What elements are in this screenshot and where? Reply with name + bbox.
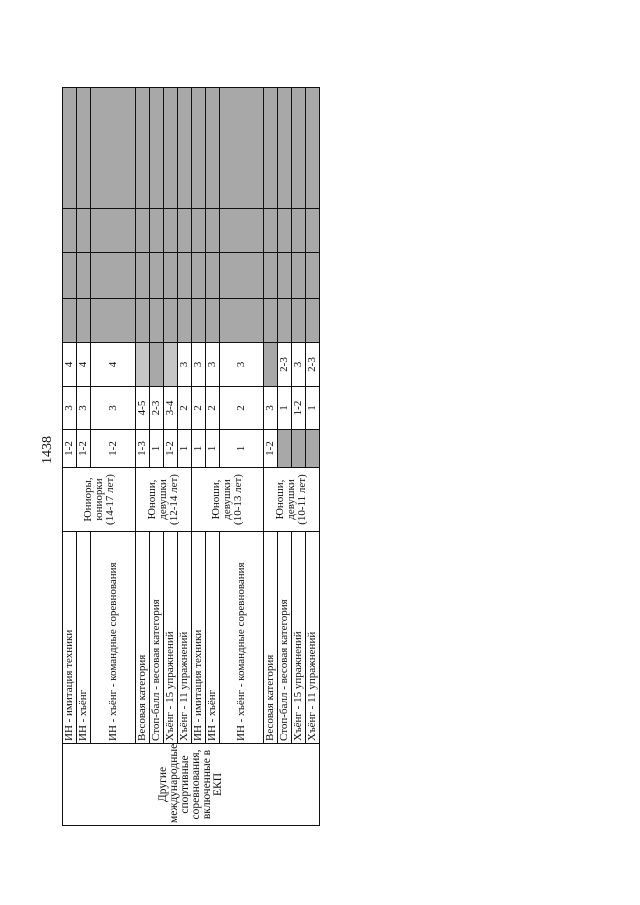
value-cell: 4	[91, 343, 136, 387]
age-line: девушки	[221, 479, 233, 520]
value-cell	[150, 299, 164, 343]
value-cell	[264, 299, 278, 343]
table-row	[77, 88, 91, 826]
value-cell	[91, 209, 136, 253]
value-cell: 3	[77, 387, 91, 430]
value-cell	[206, 253, 220, 299]
discipline-cell: Весовая категория	[136, 532, 150, 744]
value-cell	[220, 209, 264, 253]
table-row	[164, 88, 178, 826]
age-line: (12-14 лет)	[168, 474, 180, 525]
value-cell: 3	[63, 387, 77, 430]
age-group-cell	[136, 468, 192, 532]
value-cell	[220, 299, 264, 343]
value-cell	[91, 88, 136, 209]
value-cell	[178, 88, 192, 209]
value-cell: 2-3	[278, 343, 292, 387]
value-cell: 1-2	[77, 430, 91, 468]
value-cell: 3	[91, 387, 136, 430]
age-line: Юноши,	[210, 479, 222, 520]
discipline-cell: ИН - хъёнг	[206, 532, 220, 744]
value-cell	[136, 209, 150, 253]
age-group-cell	[192, 468, 264, 532]
age-group-cell	[63, 468, 136, 532]
value-cell	[91, 299, 136, 343]
table-row	[278, 88, 292, 826]
age-line: (10-13 лет)	[232, 474, 244, 525]
table-row	[292, 88, 306, 826]
value-cell	[278, 299, 292, 343]
value-cell	[150, 253, 164, 299]
value-cell: 2-3	[150, 387, 164, 430]
value-cell	[206, 299, 220, 343]
value-cell	[264, 88, 278, 209]
discipline-cell: Хъёнг - 11 упражнений	[178, 532, 192, 744]
table-row	[150, 88, 164, 826]
category-line: соревнования,	[190, 749, 202, 820]
table-row	[206, 88, 220, 826]
value-cell	[150, 209, 164, 253]
discipline-cell: ИН - имитация техники	[192, 532, 206, 744]
value-cell	[77, 88, 91, 209]
value-cell: 2	[206, 387, 220, 430]
value-cell	[220, 88, 264, 209]
value-cell: 1	[192, 430, 206, 468]
value-cell	[192, 88, 206, 209]
value-cell	[192, 253, 206, 299]
discipline-cell: Хъёнг - 15 упражнений	[292, 532, 306, 744]
value-cell: 4-5	[136, 387, 150, 430]
value-cell	[306, 209, 320, 253]
value-cell	[63, 299, 77, 343]
age-line: девушки	[285, 479, 297, 520]
value-cell: 1	[306, 387, 320, 430]
category-line: Другие	[157, 766, 169, 803]
value-cell	[63, 209, 77, 253]
age-line: юниорки	[92, 478, 105, 521]
value-cell: 1-2	[63, 430, 77, 468]
value-cell: 2-3	[306, 343, 320, 387]
value-cell	[164, 88, 178, 209]
value-cell: 1	[150, 430, 164, 468]
value-cell	[306, 253, 320, 299]
value-cell	[278, 253, 292, 299]
category-line: включенные в ЕКП	[201, 749, 224, 820]
value-cell	[77, 209, 91, 253]
value-cell	[164, 253, 178, 299]
value-cell	[278, 209, 292, 253]
value-cell	[206, 88, 220, 209]
value-cell	[136, 343, 150, 387]
value-cell: 1-2	[264, 430, 278, 468]
value-cell	[292, 253, 306, 299]
value-cell	[292, 209, 306, 253]
category-line: спортивные	[179, 755, 191, 814]
age-line: девушки	[157, 479, 169, 520]
value-cell: 3	[292, 343, 306, 387]
value-cell	[292, 430, 306, 468]
value-cell	[264, 343, 278, 387]
value-cell: 1	[278, 387, 292, 430]
table-row	[91, 88, 136, 826]
table-row	[192, 88, 206, 826]
value-cell	[164, 299, 178, 343]
value-cell: 1-2	[292, 387, 306, 430]
value-cell	[164, 343, 178, 387]
value-cell: 3-4	[164, 387, 178, 430]
discipline-cell: ИН - хъёнг - командные соревнования	[91, 532, 136, 744]
value-cell: 2	[220, 387, 264, 430]
value-cell	[192, 299, 206, 343]
table-row	[63, 88, 77, 826]
discipline-cell: Весовая категория	[264, 532, 278, 744]
value-cell	[136, 253, 150, 299]
table-row	[264, 88, 278, 826]
value-cell	[136, 88, 150, 209]
age-line: Юноши,	[274, 479, 286, 520]
table-row	[178, 88, 192, 826]
value-cell	[278, 88, 292, 209]
value-cell: 1-2	[91, 430, 136, 468]
value-cell	[292, 88, 306, 209]
value-cell	[150, 343, 164, 387]
value-cell	[206, 209, 220, 253]
value-cell: 3	[220, 343, 264, 387]
table-row	[220, 88, 264, 826]
value-cell	[164, 209, 178, 253]
value-cell: 2	[192, 387, 206, 430]
discipline-cell: Стоп-балл - весовая категория	[278, 532, 292, 744]
age-line: (10-11 лет)	[296, 474, 308, 525]
value-cell	[306, 299, 320, 343]
age-line: Юноши,	[146, 479, 158, 520]
value-cell	[292, 299, 306, 343]
value-cell	[91, 253, 136, 299]
value-cell: 3	[178, 343, 192, 387]
value-cell: 4	[63, 343, 77, 387]
value-cell: 1	[206, 430, 220, 468]
value-cell	[278, 430, 292, 468]
value-cell: 3	[206, 343, 220, 387]
value-cell	[178, 299, 192, 343]
value-cell	[220, 253, 264, 299]
value-cell	[178, 253, 192, 299]
value-cell	[192, 209, 206, 253]
value-cell	[306, 430, 320, 468]
table-row	[306, 88, 320, 826]
value-cell: 1	[220, 430, 264, 468]
value-cell: 1-2	[164, 430, 178, 468]
value-cell	[136, 299, 150, 343]
age-line: Юниоры,	[81, 477, 94, 522]
value-cell	[178, 209, 192, 253]
value-cell	[264, 253, 278, 299]
value-cell: 3	[192, 343, 206, 387]
discipline-cell: ИН - имитация техники	[63, 532, 77, 744]
value-cell	[77, 253, 91, 299]
discipline-cell: Хъёнг - 11 упражнений	[306, 532, 320, 744]
value-cell: 1-3	[136, 430, 150, 468]
discipline-cell: ИН - хъёнг - командные соревнования	[220, 532, 264, 744]
value-cell	[63, 88, 77, 209]
discipline-cell: Хъёнг - 15 упражнений	[164, 532, 178, 744]
value-cell: 2	[178, 387, 192, 430]
category-line: международные	[168, 743, 180, 823]
value-cell	[150, 88, 164, 209]
discipline-cell: ИН - хъёнг	[77, 532, 91, 744]
value-cell: 3	[264, 387, 278, 430]
category-cell	[63, 744, 320, 826]
value-cell	[77, 299, 91, 343]
value-cell	[306, 88, 320, 209]
value-cell	[63, 253, 77, 299]
value-cell: 4	[77, 343, 91, 387]
discipline-cell: Стоп-балл - весовая категория	[150, 532, 164, 744]
value-cell: 1	[178, 430, 192, 468]
ranking-table	[62, 87, 320, 826]
page-number: 1438	[40, 436, 55, 464]
table-row	[136, 88, 150, 826]
age-line: (14-17 лет)	[103, 474, 116, 525]
age-group-cell	[264, 468, 320, 532]
value-cell	[264, 209, 278, 253]
